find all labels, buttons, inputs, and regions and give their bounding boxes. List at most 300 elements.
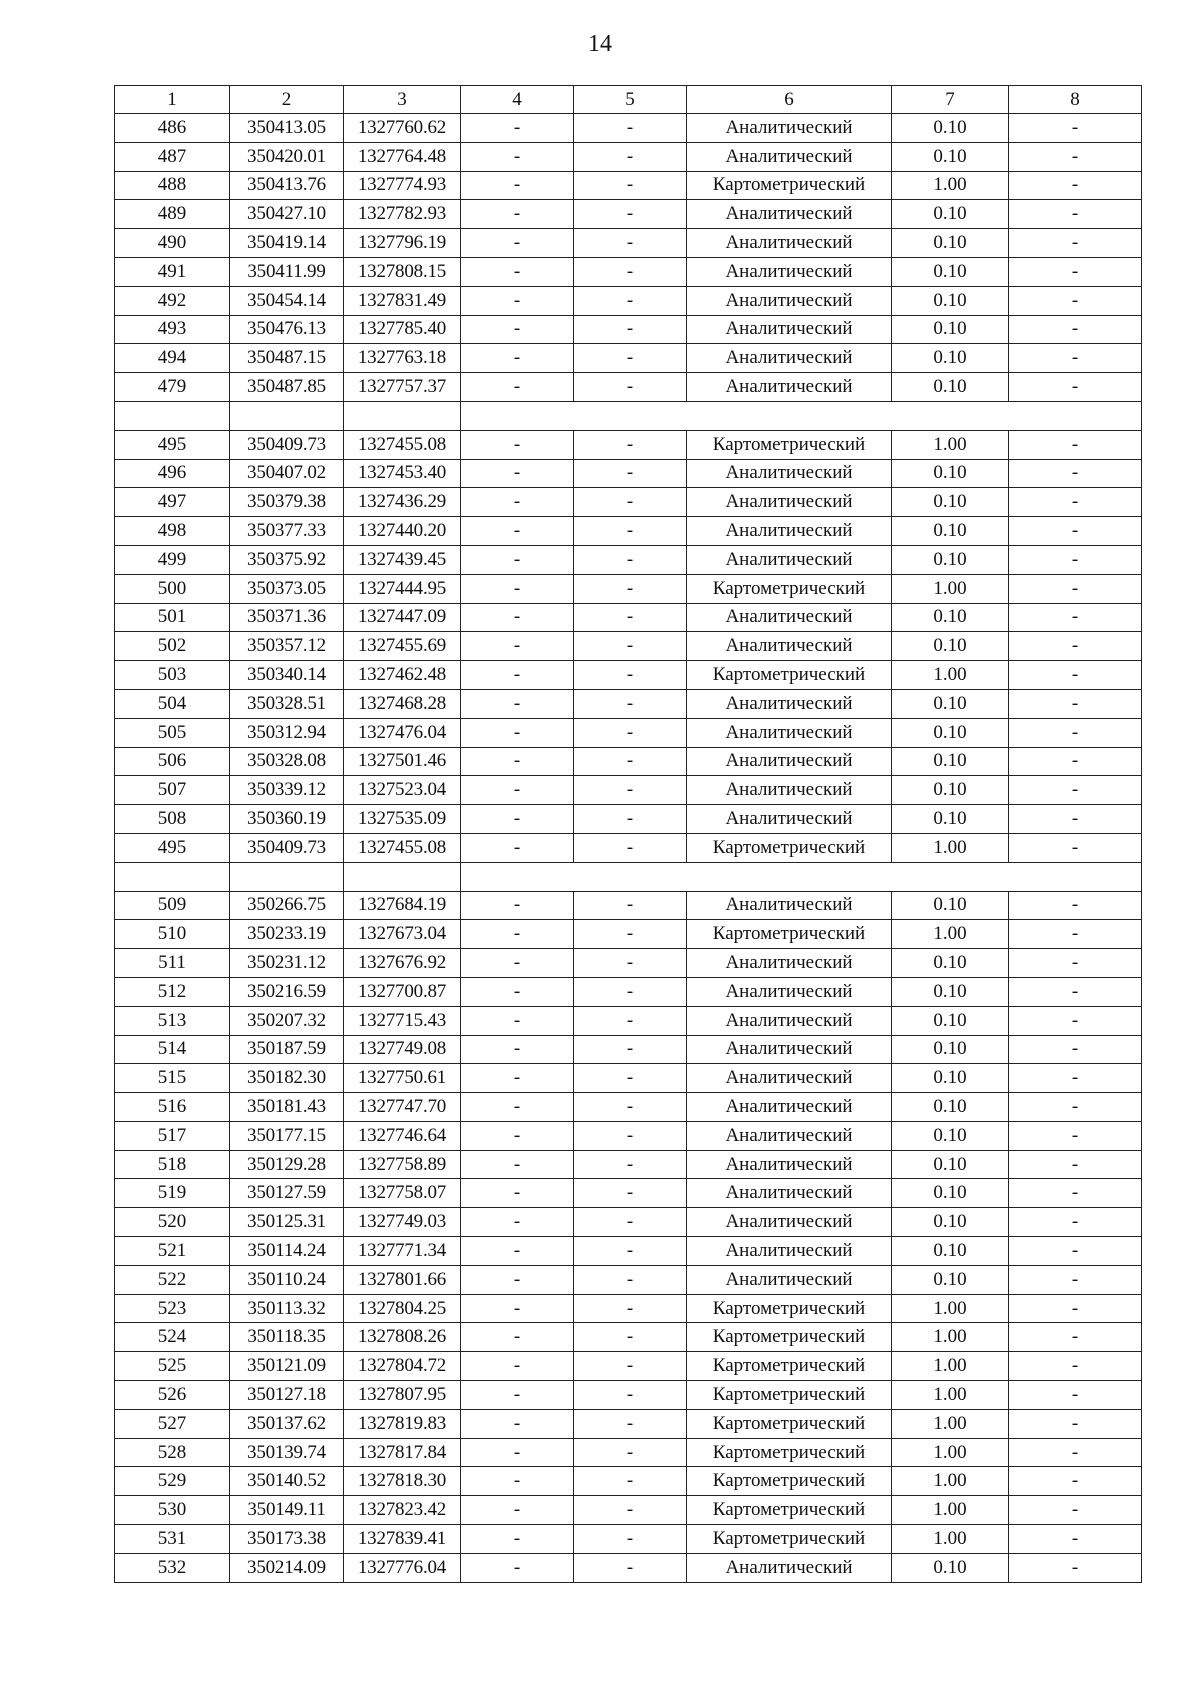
- table-cell: 1327673.04: [344, 920, 461, 949]
- table-cell: -: [1009, 1121, 1142, 1150]
- table-cell: 350182.30: [230, 1064, 344, 1093]
- table-cell: 490: [115, 229, 230, 258]
- table-cell: 0.10: [892, 373, 1009, 402]
- table-cell: 1327453.40: [344, 459, 461, 488]
- table-cell: 1327804.25: [344, 1294, 461, 1323]
- table-row: [115, 459, 1142, 488]
- table-row: [115, 1409, 1142, 1438]
- table-cell: -: [461, 1467, 574, 1496]
- table-cell: -: [1009, 257, 1142, 286]
- table-cell: 0.10: [892, 142, 1009, 171]
- table-cell: -: [1009, 545, 1142, 574]
- table-cell: -: [461, 1035, 574, 1064]
- table-cell: 1.00: [892, 1323, 1009, 1352]
- table-cell: -: [1009, 632, 1142, 661]
- table-cell: 1.00: [892, 1467, 1009, 1496]
- table-cell: 1327455.69: [344, 632, 461, 661]
- table-cell: [115, 401, 230, 430]
- table-cell: 531: [115, 1525, 230, 1554]
- table-cell: 350375.92: [230, 545, 344, 574]
- table-cell: 350149.11: [230, 1496, 344, 1525]
- table-cell: 0.10: [892, 315, 1009, 344]
- table-cell: 350125.31: [230, 1208, 344, 1237]
- table-cell: 350360.19: [230, 805, 344, 834]
- table-cell: 0.10: [892, 488, 1009, 517]
- table-cell: 0.10: [892, 517, 1009, 546]
- table-cell: Аналитический: [687, 1265, 892, 1294]
- table-cell: 350312.94: [230, 718, 344, 747]
- table-cell: 0.10: [892, 1179, 1009, 1208]
- table-cell: -: [461, 833, 574, 862]
- table-cell: 350427.10: [230, 200, 344, 229]
- table-cell: Аналитический: [687, 1006, 892, 1035]
- table-cell: -: [1009, 286, 1142, 315]
- table-cell: -: [1009, 1496, 1142, 1525]
- table-cell: 1327468.28: [344, 689, 461, 718]
- table-cell: 494: [115, 344, 230, 373]
- table-cell: 479: [115, 373, 230, 402]
- table-cell: -: [574, 747, 687, 776]
- table-cell: 1327819.83: [344, 1409, 461, 1438]
- table-cell: 1327501.46: [344, 747, 461, 776]
- table-cell: 0.10: [892, 1553, 1009, 1582]
- table-cell: Картометрический: [687, 171, 892, 200]
- table-cell: 1327758.89: [344, 1150, 461, 1179]
- table-cell: 1327758.07: [344, 1179, 461, 1208]
- table-cell: -: [574, 517, 687, 546]
- table-row: [115, 977, 1142, 1006]
- table-cell: Аналитический: [687, 459, 892, 488]
- table-cell: 350121.09: [230, 1352, 344, 1381]
- table-cell: 0.10: [892, 603, 1009, 632]
- table-cell: 515: [115, 1064, 230, 1093]
- table-cell: 524: [115, 1323, 230, 1352]
- table-cell: -: [1009, 1179, 1142, 1208]
- table-cell: -: [461, 920, 574, 949]
- table-cell: -: [461, 1093, 574, 1122]
- table-cell: -: [574, 1150, 687, 1179]
- table-cell: -: [574, 1265, 687, 1294]
- table-row: [115, 430, 1142, 459]
- table-row: [115, 603, 1142, 632]
- table-cell: 0.10: [892, 200, 1009, 229]
- table-cell: 526: [115, 1381, 230, 1410]
- table-cell: -: [461, 488, 574, 517]
- table-cell: 504: [115, 689, 230, 718]
- table-cell: 1.00: [892, 1496, 1009, 1525]
- table-cell: 1327700.87: [344, 977, 461, 1006]
- table-cell: Картометрический: [687, 1352, 892, 1381]
- table-cell: 486: [115, 114, 230, 143]
- table-cell: 350177.15: [230, 1121, 344, 1150]
- table-cell: -: [574, 315, 687, 344]
- table-cell: -: [574, 920, 687, 949]
- table-body: [115, 114, 1142, 1583]
- table-cell: -: [574, 286, 687, 315]
- table-cell: 0.10: [892, 977, 1009, 1006]
- table-cell: Картометрический: [687, 920, 892, 949]
- column-header: 7: [892, 86, 1009, 114]
- column-header: 2: [230, 86, 344, 114]
- table-cell: 350413.05: [230, 114, 344, 143]
- table-cell: Картометрический: [687, 1438, 892, 1467]
- table-cell: [230, 401, 344, 430]
- table-cell: 1327776.04: [344, 1553, 461, 1582]
- table-cell: 350127.18: [230, 1381, 344, 1410]
- table-cell: 350379.38: [230, 488, 344, 517]
- table-cell: 350487.85: [230, 373, 344, 402]
- table-cell: -: [574, 689, 687, 718]
- table-cell: 350476.13: [230, 315, 344, 344]
- table-cell: -: [574, 949, 687, 978]
- table-cell: -: [574, 603, 687, 632]
- table-cell: 1327782.93: [344, 200, 461, 229]
- table-row: [115, 1323, 1142, 1352]
- table-cell: -: [574, 1467, 687, 1496]
- table-cell: Аналитический: [687, 344, 892, 373]
- table-row: [115, 1237, 1142, 1266]
- table-cell: -: [1009, 200, 1142, 229]
- table-cell: Аналитический: [687, 200, 892, 229]
- table-cell: -: [461, 1150, 574, 1179]
- table-cell: -: [1009, 833, 1142, 862]
- table-cell: -: [574, 1035, 687, 1064]
- table-cell: 1327684.19: [344, 891, 461, 920]
- table-cell: -: [461, 776, 574, 805]
- table-cell: 350340.14: [230, 661, 344, 690]
- table-cell: -: [574, 1179, 687, 1208]
- table-cell: -: [461, 603, 574, 632]
- table-cell: 1.00: [892, 430, 1009, 459]
- table-row: [115, 257, 1142, 286]
- table-cell: -: [461, 1006, 574, 1035]
- table-cell: 0.10: [892, 1006, 1009, 1035]
- table-cell: 491: [115, 257, 230, 286]
- table-cell: 0.10: [892, 1093, 1009, 1122]
- column-header: 5: [574, 86, 687, 114]
- table-cell: -: [461, 257, 574, 286]
- table-cell: [574, 401, 687, 430]
- table-cell: -: [461, 1525, 574, 1554]
- table-cell: -: [574, 1323, 687, 1352]
- table-cell: 1327523.04: [344, 776, 461, 805]
- table-cell: [461, 862, 574, 891]
- table-cell: -: [461, 718, 574, 747]
- table-cell: 498: [115, 517, 230, 546]
- table-cell: 0.10: [892, 257, 1009, 286]
- table-cell: Картометрический: [687, 1409, 892, 1438]
- table-cell: Картометрический: [687, 574, 892, 603]
- table-cell: -: [461, 200, 574, 229]
- table-cell: -: [461, 171, 574, 200]
- table-spacer-row: [115, 862, 1142, 891]
- table-cell: -: [574, 1093, 687, 1122]
- table-cell: -: [1009, 574, 1142, 603]
- table-cell: 0.10: [892, 114, 1009, 143]
- table-cell: -: [574, 1208, 687, 1237]
- table-cell: -: [461, 430, 574, 459]
- table-cell: Картометрический: [687, 1525, 892, 1554]
- table-cell: Картометрический: [687, 430, 892, 459]
- table-cell: -: [1009, 517, 1142, 546]
- table-cell: Аналитический: [687, 1237, 892, 1266]
- table-cell: -: [461, 949, 574, 978]
- table-cell: -: [1009, 805, 1142, 834]
- table-cell: 495: [115, 430, 230, 459]
- table-cell: -: [461, 632, 574, 661]
- table-row: [115, 1553, 1142, 1582]
- table-cell: 516: [115, 1093, 230, 1122]
- table-cell: -: [1009, 373, 1142, 402]
- table-cell: 1.00: [892, 1409, 1009, 1438]
- table-row: [115, 114, 1142, 143]
- table-cell: 350207.32: [230, 1006, 344, 1035]
- table-row: [115, 1381, 1142, 1410]
- table-cell: 0.10: [892, 1064, 1009, 1093]
- table-cell: 1327747.70: [344, 1093, 461, 1122]
- table-cell: Аналитический: [687, 257, 892, 286]
- table-cell: 1.00: [892, 171, 1009, 200]
- table-cell: -: [1009, 1093, 1142, 1122]
- table-cell: 487: [115, 142, 230, 171]
- table-cell: 1.00: [892, 1381, 1009, 1410]
- table-cell: -: [1009, 661, 1142, 690]
- table-cell: Аналитический: [687, 805, 892, 834]
- table-cell: 350339.12: [230, 776, 344, 805]
- table-cell: 0.10: [892, 1237, 1009, 1266]
- table-cell: Аналитический: [687, 1035, 892, 1064]
- table-cell: 507: [115, 776, 230, 805]
- table-cell: 509: [115, 891, 230, 920]
- table-cell: -: [1009, 1237, 1142, 1266]
- table-cell: -: [1009, 315, 1142, 344]
- table-cell: -: [1009, 459, 1142, 488]
- table-cell: 0.10: [892, 1150, 1009, 1179]
- table-cell: -: [461, 1323, 574, 1352]
- table-cell: -: [574, 229, 687, 258]
- table-cell: [1009, 862, 1142, 891]
- table-cell: 350214.09: [230, 1553, 344, 1582]
- table-cell: 508: [115, 805, 230, 834]
- table-cell: -: [574, 1525, 687, 1554]
- table-cell: 530: [115, 1496, 230, 1525]
- table-cell: 350407.02: [230, 459, 344, 488]
- table-cell: 502: [115, 632, 230, 661]
- table-cell: Аналитический: [687, 545, 892, 574]
- table-cell: -: [1009, 920, 1142, 949]
- table-cell: 350216.59: [230, 977, 344, 1006]
- table-cell: 1327455.08: [344, 430, 461, 459]
- table-cell: Аналитический: [687, 1150, 892, 1179]
- table-cell: -: [1009, 229, 1142, 258]
- table-cell: 0.10: [892, 891, 1009, 920]
- table-cell: -: [461, 574, 574, 603]
- table-cell: 350411.99: [230, 257, 344, 286]
- table-row: [115, 344, 1142, 373]
- table-cell: [344, 862, 461, 891]
- table-cell: -: [1009, 1409, 1142, 1438]
- table-cell: Аналитический: [687, 632, 892, 661]
- table-cell: -: [461, 1352, 574, 1381]
- table-cell: 1327749.03: [344, 1208, 461, 1237]
- column-header: 3: [344, 86, 461, 114]
- table-cell: 1327774.93: [344, 171, 461, 200]
- table-cell: 350118.35: [230, 1323, 344, 1352]
- table-cell: 521: [115, 1237, 230, 1266]
- table-cell: 0.10: [892, 776, 1009, 805]
- table-cell: Аналитический: [687, 776, 892, 805]
- table-cell: -: [574, 142, 687, 171]
- table-cell: 350173.38: [230, 1525, 344, 1554]
- table-cell: 350328.51: [230, 689, 344, 718]
- table-cell: -: [574, 344, 687, 373]
- table-cell: 1.00: [892, 833, 1009, 862]
- table-cell: -: [461, 747, 574, 776]
- table-cell: -: [461, 1237, 574, 1266]
- table-cell: 500: [115, 574, 230, 603]
- table-cell: -: [461, 891, 574, 920]
- table-row: [115, 1093, 1142, 1122]
- table-cell: -: [574, 1438, 687, 1467]
- table-cell: -: [1009, 603, 1142, 632]
- table-cell: -: [1009, 1381, 1142, 1410]
- table-cell: 350181.43: [230, 1093, 344, 1122]
- table-cell: -: [574, 1496, 687, 1525]
- table-cell: -: [574, 257, 687, 286]
- table-cell: -: [1009, 718, 1142, 747]
- table-cell: 1327760.62: [344, 114, 461, 143]
- table-cell: 350454.14: [230, 286, 344, 315]
- table-cell: -: [574, 1237, 687, 1266]
- table-cell: 350487.15: [230, 344, 344, 373]
- table-cell: -: [574, 1381, 687, 1410]
- table-cell: -: [574, 171, 687, 200]
- table-cell: [344, 401, 461, 430]
- table-cell: -: [1009, 949, 1142, 978]
- table-cell: -: [574, 200, 687, 229]
- table-cell: -: [1009, 1525, 1142, 1554]
- table-cell: 512: [115, 977, 230, 1006]
- table-cell: -: [1009, 344, 1142, 373]
- table-cell: Аналитический: [687, 1179, 892, 1208]
- table-cell: 1327447.09: [344, 603, 461, 632]
- table-row: [115, 1006, 1142, 1035]
- table-cell: 503: [115, 661, 230, 690]
- table-cell: 1327476.04: [344, 718, 461, 747]
- table-cell: Картометрический: [687, 1467, 892, 1496]
- table-cell: 1327771.34: [344, 1237, 461, 1266]
- table-cell: -: [574, 1352, 687, 1381]
- table-cell: -: [1009, 1150, 1142, 1179]
- table-cell: -: [1009, 1438, 1142, 1467]
- table-cell: 0.10: [892, 344, 1009, 373]
- table-cell: [230, 862, 344, 891]
- table-cell: -: [461, 315, 574, 344]
- table-cell: 519: [115, 1179, 230, 1208]
- table-cell: -: [574, 776, 687, 805]
- table-cell: 350328.08: [230, 747, 344, 776]
- table-cell: -: [1009, 1294, 1142, 1323]
- table-spacer-row: [115, 401, 1142, 430]
- table-cell: 520: [115, 1208, 230, 1237]
- table-row: [115, 142, 1142, 171]
- table-cell: [892, 862, 1009, 891]
- table-cell: 489: [115, 200, 230, 229]
- table-cell: -: [461, 805, 574, 834]
- table-row: [115, 229, 1142, 258]
- table-cell: 1327804.72: [344, 1352, 461, 1381]
- table-cell: 514: [115, 1035, 230, 1064]
- table-row: [115, 718, 1142, 747]
- table-cell: 1327757.37: [344, 373, 461, 402]
- table-cell: Аналитический: [687, 373, 892, 402]
- table-cell: 528: [115, 1438, 230, 1467]
- table-cell: -: [461, 1064, 574, 1093]
- table-row: [115, 373, 1142, 402]
- table-row: [115, 1265, 1142, 1294]
- table-cell: 513: [115, 1006, 230, 1035]
- table-cell: -: [1009, 430, 1142, 459]
- table-row: [115, 315, 1142, 344]
- table-cell: 527: [115, 1409, 230, 1438]
- table-cell: 1.00: [892, 661, 1009, 690]
- table-cell: -: [461, 1438, 574, 1467]
- table-cell: -: [461, 661, 574, 690]
- table-cell: 517: [115, 1121, 230, 1150]
- table-cell: 523: [115, 1294, 230, 1323]
- table-row: [115, 286, 1142, 315]
- table-cell: 350231.12: [230, 949, 344, 978]
- table-cell: 1327715.43: [344, 1006, 461, 1035]
- table-cell: -: [461, 114, 574, 143]
- table-cell: 1327439.45: [344, 545, 461, 574]
- table-cell: [115, 862, 230, 891]
- table-cell: -: [574, 1553, 687, 1582]
- table-cell: Аналитический: [687, 1208, 892, 1237]
- table-cell: 0.10: [892, 747, 1009, 776]
- table-cell: 497: [115, 488, 230, 517]
- table-cell: -: [574, 1064, 687, 1093]
- table-cell: 1327785.40: [344, 315, 461, 344]
- table-cell: 1327440.20: [344, 517, 461, 546]
- table-cell: -: [1009, 1553, 1142, 1582]
- table-cell: Аналитический: [687, 1093, 892, 1122]
- table-cell: -: [574, 977, 687, 1006]
- table-cell: Аналитический: [687, 949, 892, 978]
- table-cell: -: [461, 286, 574, 315]
- table-cell: -: [1009, 1208, 1142, 1237]
- table-cell: 495: [115, 833, 230, 862]
- table-cell: Аналитический: [687, 517, 892, 546]
- table-cell: 1327444.95: [344, 574, 461, 603]
- table-cell: -: [461, 459, 574, 488]
- table-cell: 1327676.92: [344, 949, 461, 978]
- table-cell: 532: [115, 1553, 230, 1582]
- table-cell: 522: [115, 1265, 230, 1294]
- table-row: [115, 1352, 1142, 1381]
- table-cell: [1009, 401, 1142, 430]
- table-cell: -: [1009, 1035, 1142, 1064]
- table-row: [115, 1496, 1142, 1525]
- page-number: 14: [588, 31, 612, 57]
- table-cell: -: [461, 1381, 574, 1410]
- table-cell: -: [574, 545, 687, 574]
- table-cell: 1.00: [892, 920, 1009, 949]
- table-cell: 1327746.64: [344, 1121, 461, 1150]
- table-cell: -: [461, 977, 574, 1006]
- table-cell: -: [1009, 1352, 1142, 1381]
- table-cell: Аналитический: [687, 1064, 892, 1093]
